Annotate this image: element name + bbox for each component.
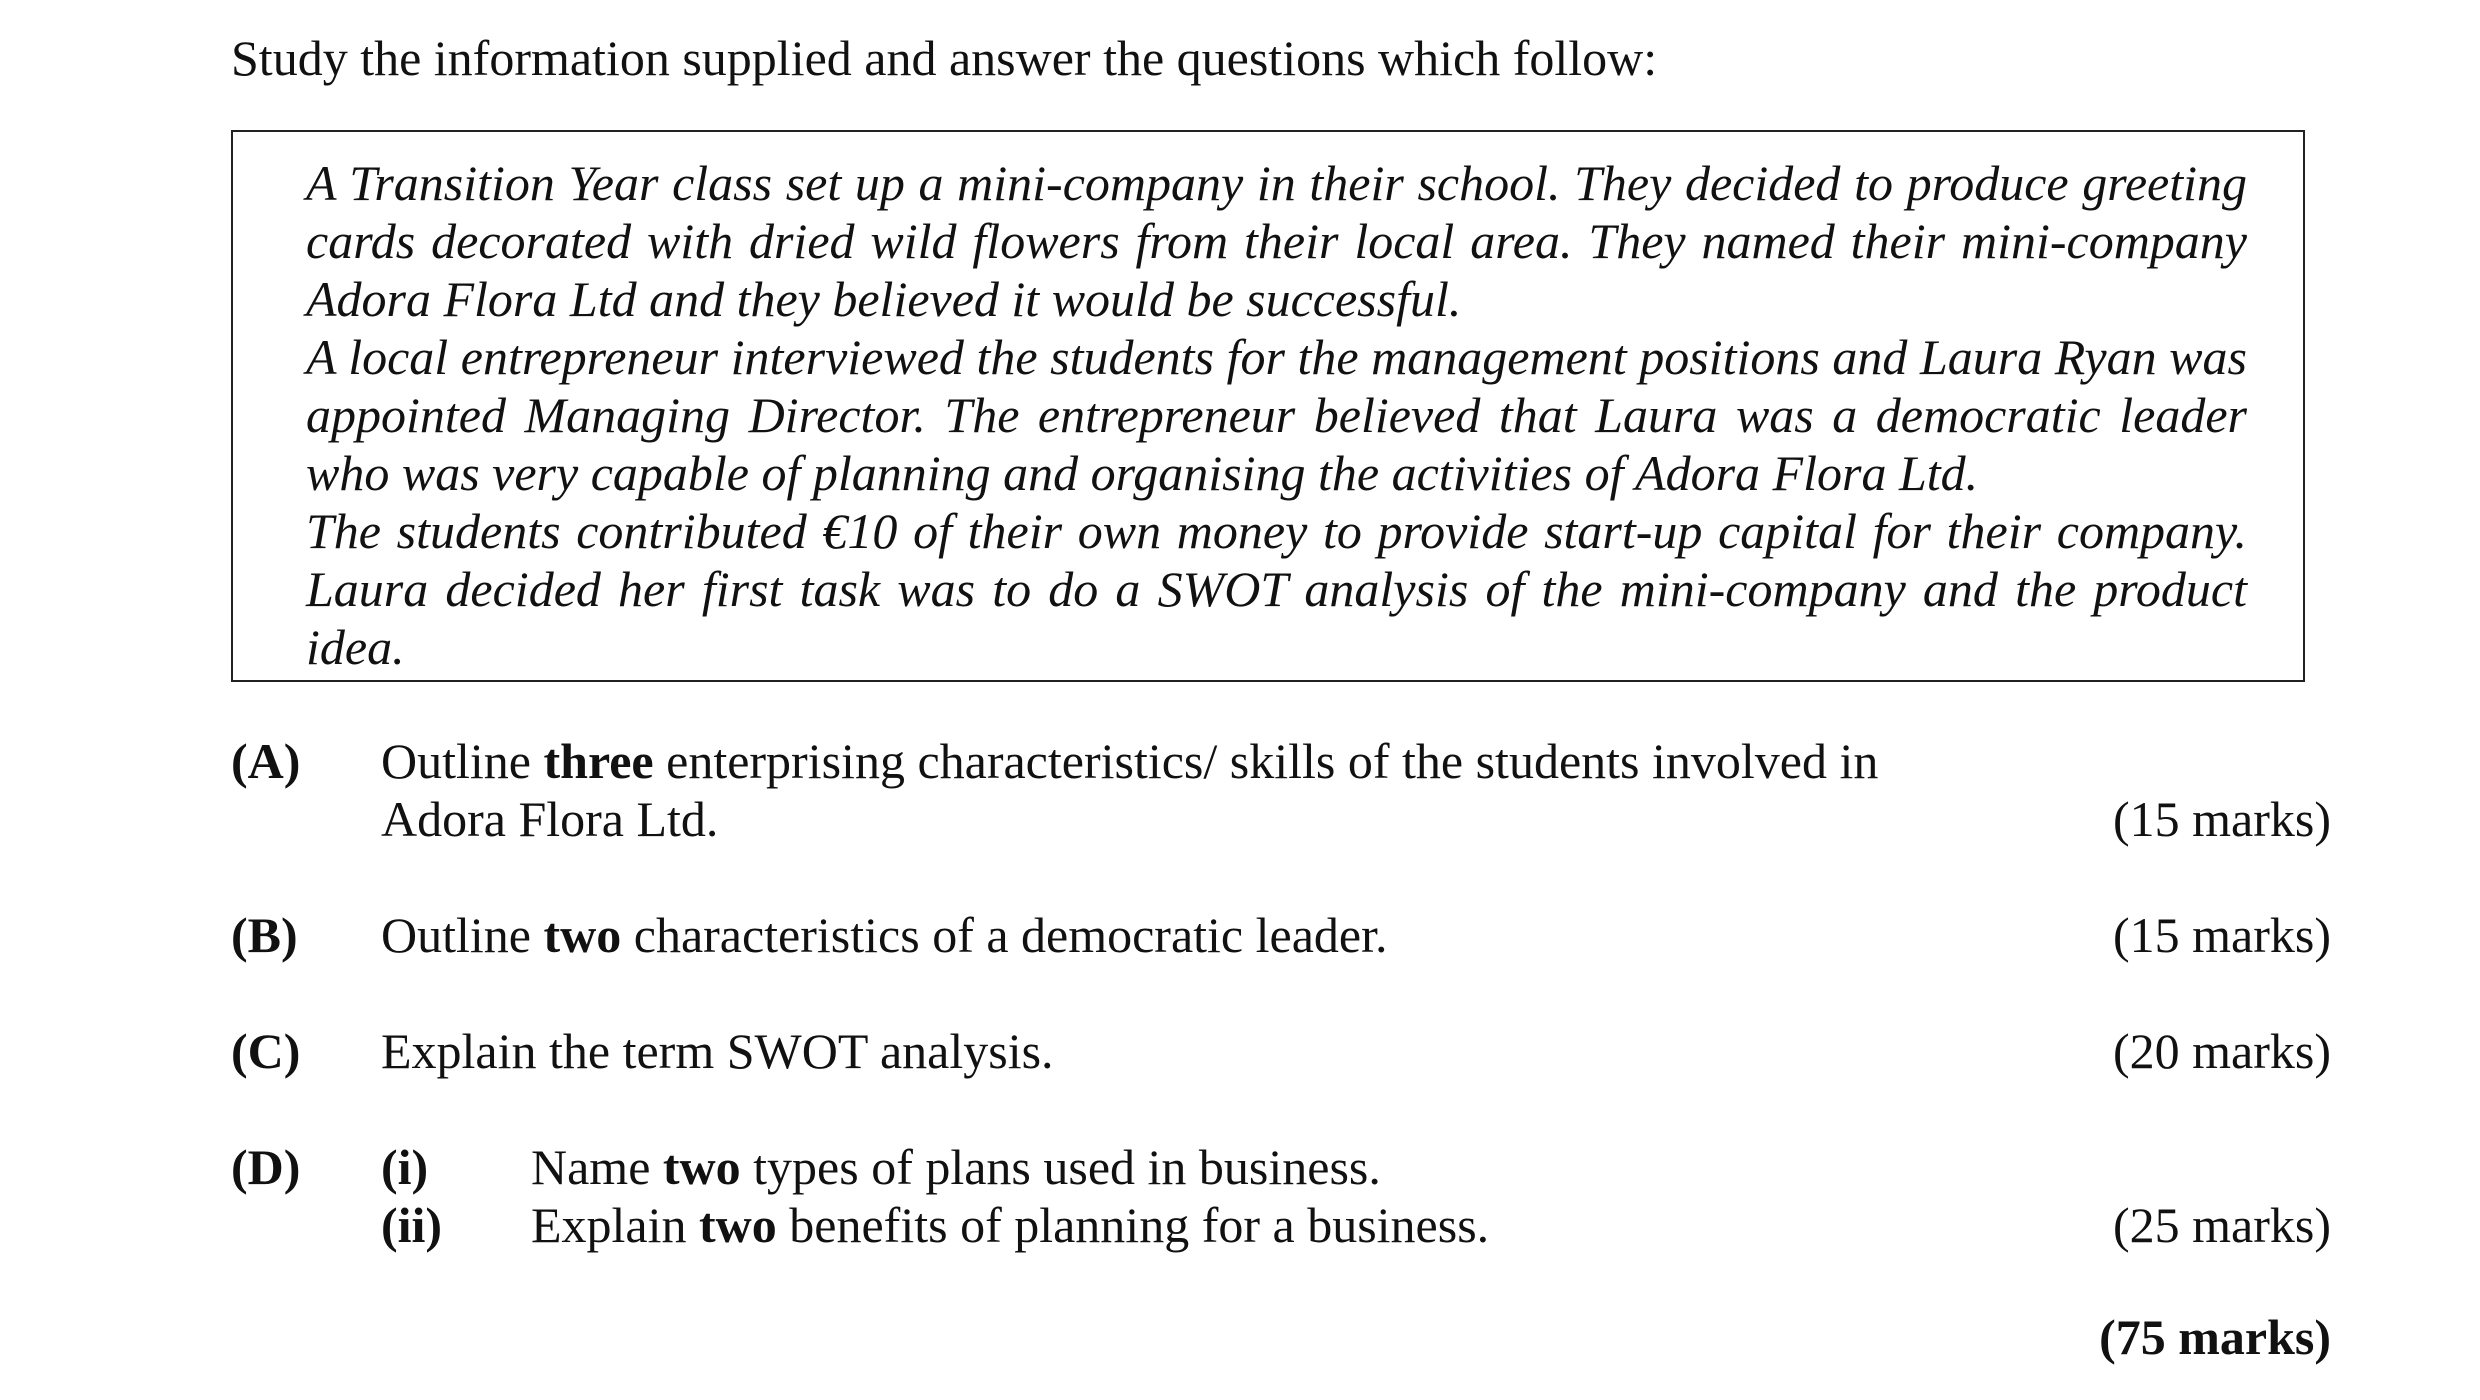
question-b-label: (B) [231,907,298,963]
question-c [231,1022,2331,1082]
question-d-ii-text-pre: Explain [531,1197,700,1253]
case-study-paragraph-1: A Transition Year class set up a mini-company in their school. They decided to produce greeting cards decorated with dried wild flowers from their local area. They named their mini-company Adora Flora Ltd and they believed it would be successful. [306,155,2247,327]
question-d-ii-text [531,1196,1489,1254]
question-b-marks: (15 marks) [2113,907,2331,963]
question-b-text-post: characteristics of a democratic leader. [621,907,1388,963]
question-d-label: (D) [231,1139,301,1195]
question-b-text-pre: Outline [381,907,544,963]
question-c-label: (C) [231,1023,301,1079]
case-study-paragraph-2: A local entrepreneur interviewed the students for the management positions and Laura Ryan was appointed Managing Director. The entrepreneur believed that Laura was a democratic leader who was very capable of planning and organising the activities of Adora Flora Ltd. [306,329,2247,501]
question-b-text-bold: two [543,907,622,963]
question-a-text [381,732,1878,848]
question-a-text-pre: Outline [381,733,544,789]
question-d-i-text-pre: Name [531,1139,663,1195]
case-study-paragraph-3: The students contributed €10 of their own money to provide start-up capital for their company. Laura decided her first task was to do a SWOT analysis of the mini-company and the product idea. [306,503,2247,675]
question-a-label: (A) [231,733,301,789]
question-d-i-text [531,1138,1381,1196]
question-d-ii-text-bold: two [699,1197,777,1253]
question-d-marks: (25 marks) [2113,1197,2331,1253]
question-b-text [381,906,1388,964]
instructions-text: Study the information supplied and answer the questions which follow: [231,30,1658,86]
question-c-marks: (20 marks) [2113,1023,2331,1079]
question-b [231,906,2331,966]
question-d [231,1138,2331,1258]
question-d-i-text-post: types of plans used in business. [740,1139,1381,1195]
total-marks: (75 marks) [2099,1309,2331,1365]
question-d-ii-text-post: benefits of planning for a business. [776,1197,1490,1253]
question-a-marks: (15 marks) [2113,791,2331,847]
question-d-i-label: (i) [381,1139,429,1195]
question-d-i-text-bold: two [662,1139,741,1195]
question-a-text-bold: three [543,733,654,789]
case-study-box [231,130,2305,682]
question-d-ii-label: (ii) [381,1197,443,1253]
question-a [231,732,2331,852]
question-a-text-post: enterprising characteristics/ skills of the students involved in [653,733,1879,789]
question-c-text: Explain the term SWOT analysis. [381,1023,1054,1079]
question-a-text-line2: Adora Flora Ltd. [381,791,719,847]
